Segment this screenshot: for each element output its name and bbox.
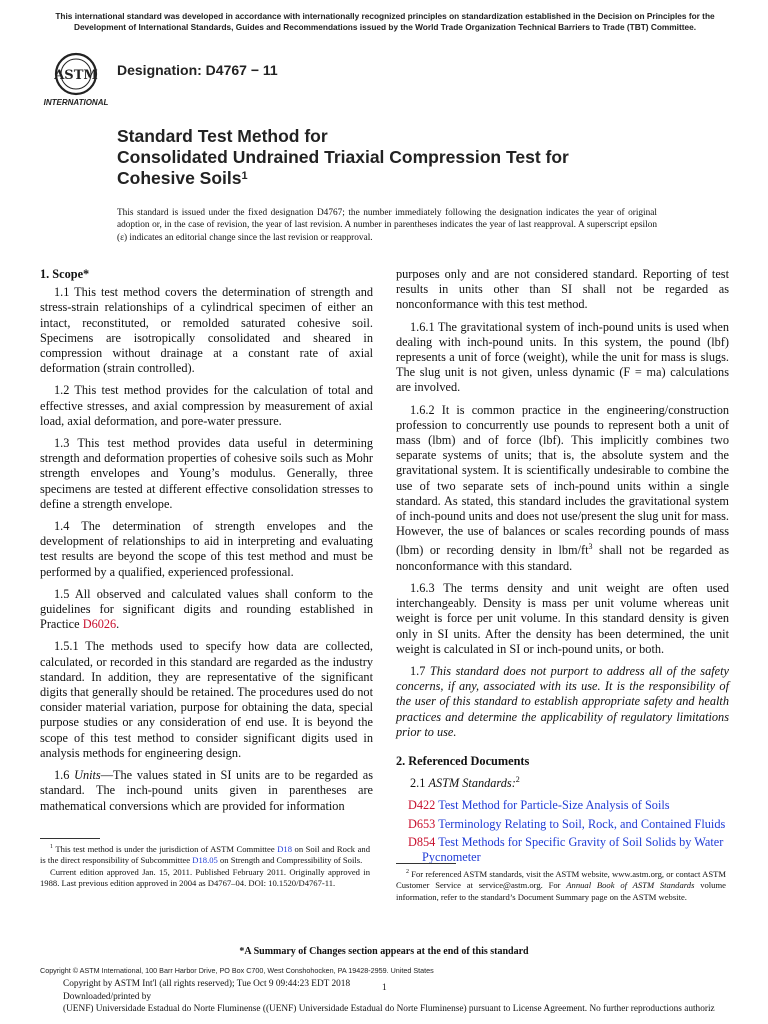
para-1-2: 1.2 This test method provides for the calculation of total and effective stresses, and axial compression by measurement of axial load, axial deformation, and pore-water pressure. (40, 383, 373, 428)
footnote-rule-left (40, 838, 100, 839)
para-1-6-1: 1.6.1 The gravitational system of inch-pound units is used when dealing with inch-pound units. In this system, the pound (lbf) represents a unit of force (weight), while the unit for mass is slugs. The slug unit is not given, unless dynamic (F = ma) calculations are involved. (396, 319, 729, 395)
para-1-5: 1.5 All observed and calculated values shall conform to the guidelines for significant digits and rounding established in Practice D6026. (40, 586, 373, 632)
title-line-2: Consolidated Undrained Triaxial Compression Test for (117, 147, 569, 167)
para-1-5-1: 1.5.1 The methods used to specify how data are collected, calculated, or recorded in this standard are regarded as the industry standard. In addition, they are representative of the significant digits that generally should be retained. The procedures used do not consider material variation, purpose for obtaining the data, special purpose studies or any consideration of end use. It is beyond the scope of this test method to consider significant digits used in analysis methods for engineering design. (40, 639, 373, 760)
ref-item[interactable] (396, 835, 729, 865)
ref-code: D653 (408, 816, 436, 831)
download-stamp: Copyright by ASTM Int'l (all rights reserved); Tue Oct 9 09:44:23 EDT 2018 Downloaded/printed by (UENF) Universidade Estadual do Norte Fluminense ((UENF) Universidade Estadual do Norte Fluminense) pursuant to License Agreement. No further reproductions authoriz (63, 979, 715, 1015)
link-d6026[interactable]: D6026 (82, 617, 117, 632)
ref-title: Test Methods for Specific Gravity of Soil Solids by Water Pycnometer (422, 834, 724, 865)
svg-text:ASTM: ASTM (54, 68, 98, 83)
para-1-1: 1.1 This test method covers the determination of strength and stress-strain relationships of a cylindrical specimen of either an intact, reconstituted, or remolded saturated cohesive soil. Specimens are isotropically consolidated and sheared in compression without drainage at a constant rate of axial deformation (strain controlled). (40, 285, 373, 376)
ref-code: D422 (408, 798, 436, 813)
para-1-6-continued: purposes only and are not considered standard. Reporting of test results in units other than SI shall not be regarded as nonconformance with this test method. (396, 267, 729, 312)
footnote-2: $^2$ For referenced ASTM standards, visit the ASTM website, www.astm.org, or contact ASTM Customer Service at service@astm.org. For Annual Book of ASTM Standards volume information, refer to the standard’s Document Summary page on the ASTM website. (396, 868, 726, 902)
svg-text:INTERNATIONAL: INTERNATIONAL (43, 98, 109, 107)
title-line-3: Cohesive Soils$^1$ (117, 168, 248, 188)
summary-of-changes-note: *A Summary of Changes section appears at the end of this standard (239, 946, 529, 957)
astm-standards-label: 2.1 ASTM Standards:$^2$ (410, 775, 520, 791)
link-d18-05[interactable]: D18.05 (192, 855, 218, 866)
ref-item[interactable] (396, 798, 729, 813)
para-1-4: 1.4 The determination of strength envelopes and the development of relationships to aid in interpreting and evaluating test results are beyond the scope of this test method and must be performed by a qualified, experienced professional. (40, 519, 373, 579)
ref-title: Test Method for Particle-Size Analysis of Soils (438, 798, 670, 813)
footnote-1: $^1$ This test method is under the jurisdiction of ASTM Committee D18 on Soil and Rock and is the direct responsibility of Subcommittee D18.05 on Strength and Compressibility of Soils. Current edition approved Jan. 15, 2011. Published February 2011. Originally approved in 1988. Last previous edition approved in 2004 as D4767–04. DOI: 10.1520/D4767-11. (40, 843, 370, 889)
para-1-6: 1.6 Units—The values stated in SI units are to be regarded as standard. The inch-pound units given in parentheses are mathematical conversions which are provided for information (40, 768, 373, 813)
para-1-3: 1.3 This test method provides data useful in determining strength and deformation properties of cohesive soils such as Mohr strength envelopes and Young’s modulus. Generally, three specimens are tested at different effective consolidation stresses to define a strength envelope. (40, 436, 373, 511)
para-1-7: 1.7 This standard does not purport to address all of the safety concerns, if any, associated with its use. It is the responsibility of the user of this standard to establish appropriate safety and health practices and determine the applicability of regulatory limitations prior to use. (396, 663, 729, 739)
designation: Designation: D4767 − 11 (117, 62, 278, 78)
footnote-rule-right (396, 863, 456, 864)
page-number: 1 (382, 983, 387, 993)
issued-note: This standard is issued under the fixed designation D4767; the number immediately following the designation indicates the year of original adoption or, in the case of revision, the year of last revision. A number in parentheses indicates the year of last reapproval. A superscript epsilon (ε) indicates an editorial change since the last revision or reapproval. (117, 208, 657, 243)
scope-heading: 1. Scope* (40, 267, 90, 281)
references-heading: 2. Referenced Documents (396, 753, 530, 768)
para-1-6-2: 1.6.2 It is common practice in the engineering/construction profession to concurrently use pounds to represent both a unit of mass (lbm) and of force (lbf). This implicitly combines two separate systems of units; that is, the absolute system and the gravitational system. It is scientifically undesirable to combine the use of two separate sets of inch-pound units within a single standard. As stated, this standard includes the gravitational system of inch-pound units and does not use/present the slug unit for mass. However, the use of balances or scales recording pounds of mass (lbm) or recording density in lbm/$ft^3$ shall not be regarded as nonconformance with this standard. (396, 402, 729, 573)
ref-title: Terminology Relating to Soil, Rock, and Contained Fluids (438, 816, 726, 831)
right-column (396, 267, 729, 868)
left-column (40, 267, 373, 821)
copyright-line: Copyright © ASTM International, 100 Barr Harbor Drive, PO Box C700, West Conshohocken, PA 19428-2959. United States (40, 966, 434, 975)
link-d18[interactable]: D18 (277, 843, 293, 854)
document-title (117, 126, 569, 189)
para-1-6-3: 1.6.3 The terms density and unit weight are often used interchangeably. Density is mass per unit volume whereas unit weight is force per unit volume. In this standard density is given only in SI units. After the density has been determined, the unit weight is calculated in SI or inch-pound units, or both. (396, 580, 729, 656)
ref-item[interactable] (396, 817, 729, 832)
title-footnote-ref: 1 (241, 170, 248, 182)
title-line-1: Standard Test Method for (117, 126, 328, 146)
ref-code: D854 (408, 834, 436, 849)
astm-logo (40, 48, 112, 108)
wto-notice: This international standard was developed in accordance with internationally recognized principles on standardization established in the Decision on Principles for the Development of International Standards, Guides and Recommendations issued by the World Trade Organization Technical Barriers to Trade (TBT) Committee. (55, 11, 715, 32)
